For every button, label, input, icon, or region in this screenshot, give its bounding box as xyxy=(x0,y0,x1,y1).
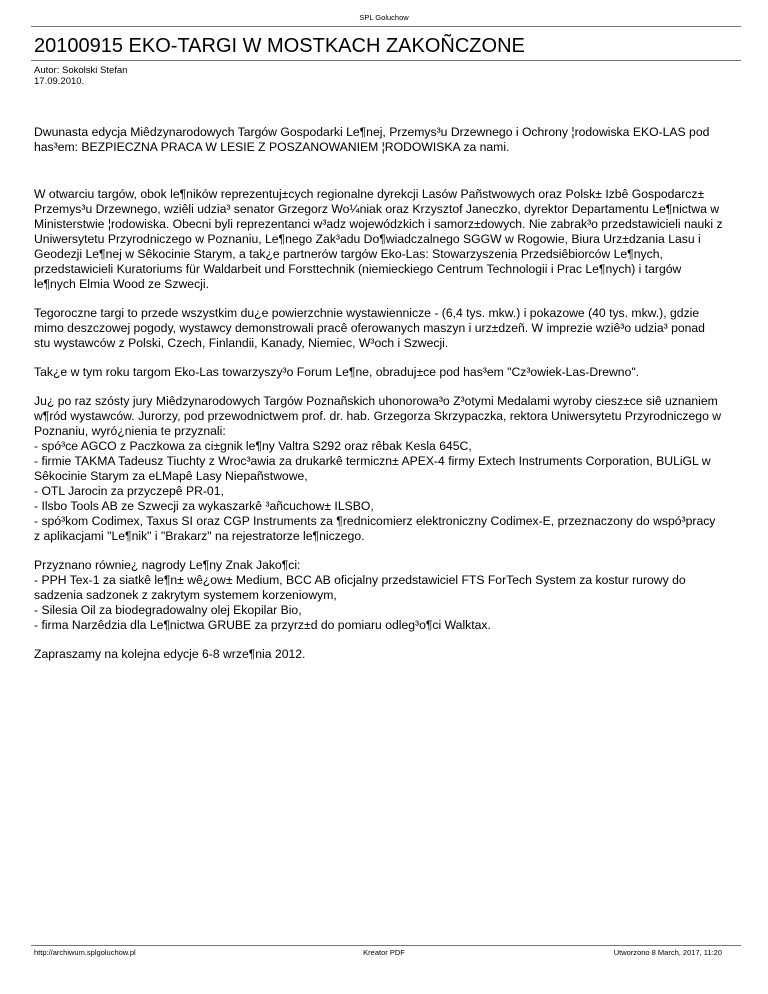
list-item: - Silesia Oil za biodegradowalny olej Ekopilar Bio, xyxy=(34,603,302,617)
footer-divider xyxy=(31,945,741,946)
list-item: - PPH Tex-1 za siatkê le¶n± wê¿ow± Medium, BCC AB oficjalny przedstawiciel FTS ForTech System za kostur rurowy do sadzenia sadzonek z zakrytym systemem korzeniowym, xyxy=(34,573,686,602)
paragraph-opening: W otwarciu targów, obok le¶ników reprezentuj±cych regionalne dyrekcji Lasów Pañstwowych oraz Polsk± Izbê Gospodarcz± Przemys³u Drzewnego, wziêli udzia³ senator Grzegorz Wo¼niak oraz Krzysztof Janeczko, dyrektor Departamentu Le¶nictwa w Ministerstwie ¦rodowiska. Obecni byli reprezentanci w³adz wojewódzkich i samorz±dowych. Nie zabrak³o przedstawicieli nauki z Uniwersytetu Przyrodniczego w Poznaniu, Le¶nego Zak³adu Do¶wiadczalnego SGGW w Rogowie, Biura Urz±dzania Lasu i Geodezji Le¶nej w Sêkocinie Starym, a tak¿e partnerów targów Eko-Las: Stowarzyszenia Przedsiêbiorców Le¶nych, przedstawicieli Kuratoriums für Waldarbeit und Forsttechnik (niemieckiego Centrum Technologii i Prac Le¶nych) i targów le¶nych Elmia Wood ze Szwecji. xyxy=(34,187,723,291)
lead-paragraph: Dwunasta edycja Miêdzynarodowych Targów Gospodarki Le¶nej, Przemys³u Drzewnego i Ochrony ¦rodowiska EKO-LAS pod has³em: BEZPIECZNA PRACA W LESIE Z POSZANOWANIEM ¦RODOWISKA za nami. xyxy=(34,125,710,154)
footer-creator: Kreator PDF xyxy=(363,948,405,957)
article-body xyxy=(34,125,724,676)
list-item: - firmie TAKMA Tadeusz Tiuchty z Wroc³awia za drukarkê termiczn± APEX-4 firmy Extech Instruments Corporation, BULiGL w Sêkocinie Starym za eLMapê Lasy Niepañstwowe, xyxy=(34,454,711,483)
paragraph-invitation: Zapraszamy na kolejna edycje 6-8 wrze¶nia 2012. xyxy=(34,647,306,661)
footer-created: Utworzono 8 March, 2017, 11:20 xyxy=(613,948,722,957)
footer-url: http://archiwum.splgoluchow.pl xyxy=(34,948,136,957)
article-meta xyxy=(34,65,127,87)
paragraph-quality-awards xyxy=(34,558,724,633)
article-date: 17.09.2010. xyxy=(34,76,85,87)
list-item: - OTL Jarocin za przyczepê PR-01, xyxy=(34,484,224,498)
list-item: - spó³ce AGCO z Paczkowa za ci±gnik le¶ny Valtra S292 oraz rêbak Kesla 645C, xyxy=(34,439,472,453)
list-item: - spó³kom Codimex, Taxus SI oraz CGP Instruments za ¶rednicomierz elektroniczny Codimex-E, przeznaczony do wspó³pracy z aplikacjami "Le¶nik" i "Brakarz" na rejestratorze le¶niczego. xyxy=(34,514,716,543)
paragraph-medals xyxy=(34,394,724,544)
list-item: - Ilsbo Tools AB ze Szwecji za wykaszarkê ³añcuchow± ILSBO, xyxy=(34,499,374,513)
title-divider xyxy=(31,60,741,61)
paragraph-exhibition: Tegoroczne targi to przede wszystkim du¿e powierzchnie wystawiennicze - (6,4 tys. mkw.) i pokazowe (40 tys. mkw.), gdzie mimo deszczowej pogody, wystawcy demonstrowali pracê oferowanych maszyn i urz±dzeñ. W imprezie wziê³o udzia³ ponad stu wystawców z Polski, Czech, Finlandii, Kanady, Niemiec, W³och i Szwecji. xyxy=(34,306,705,350)
list-item: - firma Narzêdzia dla Le¶nictwa GRUBE za przyrz±d do pomiaru odleg³o¶ci Walktax. xyxy=(34,618,491,632)
paragraph-forum: Tak¿e w tym roku targom Eko-Las towarzyszy³o Forum Le¶ne, obraduj±ce pod has³em "Cz³owiek-Las-Drewno". xyxy=(34,365,640,379)
page-title: 20100915 EKO-TARGI W MOSTKACH ZAKOÑCZONE xyxy=(34,35,525,57)
list-item: Przyznano równie¿ nagrody Le¶ny Znak Jako¶ci: xyxy=(34,558,301,572)
site-header: SPL Goluchow xyxy=(359,13,409,22)
header-divider xyxy=(31,26,741,27)
author-line: Autor: Sokolski Stefan xyxy=(34,65,128,76)
list-item: Ju¿ po raz szósty jury Miêdzynarodowych Targów Poznañskich uhonorowa³o Z³otymi Medalami wyroby ciesz±ce siê uznaniem w¶ród wystawców. Jurorzy, pod przewodnictwem prof. dr. hab. Grzegorza Skrzypaczka, rektora Uniwersytetu Przyrodniczego w Poznaniu, wyró¿nienia te przyznali: xyxy=(34,394,722,438)
